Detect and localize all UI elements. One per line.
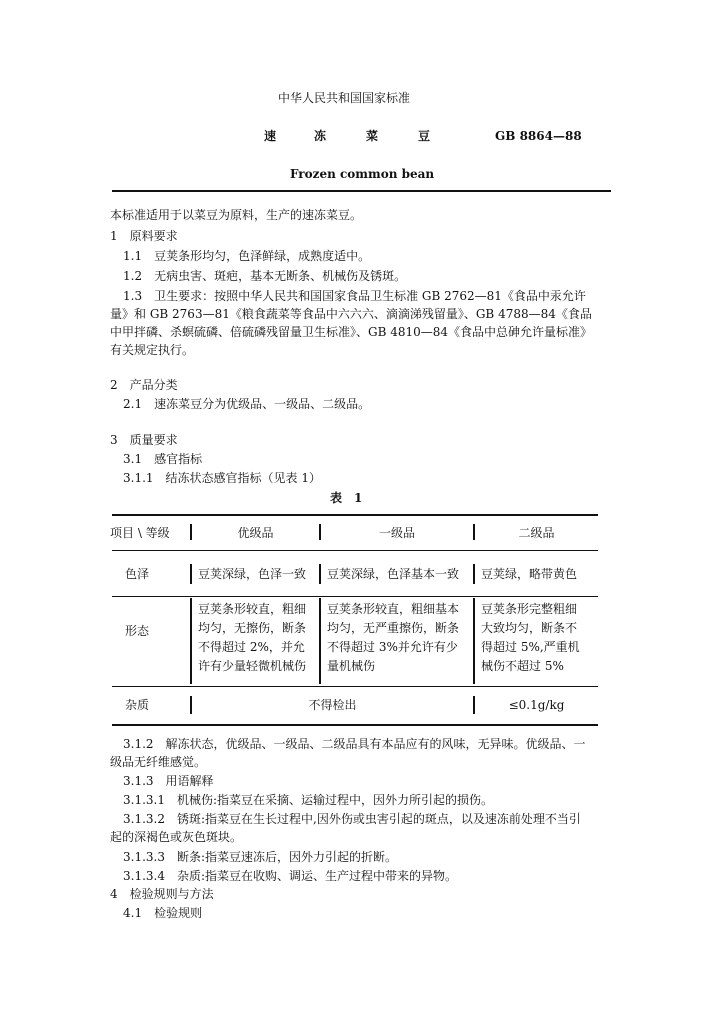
clause-1-3-line-4: 有关规定执行。	[110, 343, 195, 357]
header-premium: 优级品	[237, 526, 274, 540]
section-4-heading: 4 检验规则与方法	[110, 887, 214, 901]
shape-first-grade-line: 量机械伤	[327, 659, 376, 673]
shape-first-grade-line: 均匀，无严重擦伤，断条	[327, 621, 460, 635]
title-char-3: 菜	[366, 129, 379, 143]
impurity-not-detected: 不得检出	[308, 698, 357, 712]
shape-second-grade-line: 械伤不超过 5%	[481, 659, 564, 673]
color-premium: 豆荚深绿，色泽一致	[198, 567, 307, 581]
clause-1-2: 1.2 无病虫害、斑疤，基本无断条、机械伤及锈斑。	[123, 269, 407, 283]
clause-3-1-3-1: 3.1.3.1 机械伤:指菜豆在采摘、运输过程中，因外力所引起的损伤。	[123, 793, 494, 807]
clause-1-3-line-2: 量》和 GB 2763—81《粮食蔬菜等食品中六六六、滴滴涕残留量》、GB 4788—84《食品	[110, 307, 592, 321]
section-2-heading: 2 产品分类	[110, 378, 178, 392]
clause-3-1-3: 3.1.3 用语解释	[123, 774, 214, 788]
impurity-second-grade: ≤0.1g/kg	[508, 698, 565, 712]
row-label-shape: 形态	[124, 624, 149, 638]
clause-3-1-2-line-2: 级品无纤维感觉。	[110, 755, 207, 769]
title-char-2: 冻	[314, 129, 327, 143]
table-title: 表 1	[330, 491, 363, 505]
column-divider	[190, 564, 192, 584]
clause-1-1: 1.1 豆荚条形均匀，色泽鲜绿，成熟度适中。	[123, 249, 371, 263]
table-top-rule	[112, 514, 598, 516]
column-divider	[319, 598, 321, 684]
standard-code: GB 8864—88	[495, 129, 582, 143]
section-3-heading: 3 质量要求	[110, 433, 178, 447]
header-first-grade: 一级品	[378, 526, 415, 540]
clause-3-1-3-2-line-1: 3.1.3.2 锈斑:指菜豆在生长过程中,因外伤或虫害引起的斑点，以及速冻前处理不当引	[123, 812, 581, 826]
column-divider	[319, 564, 321, 584]
title-char-1: 速	[264, 129, 277, 143]
shape-premium-line: 豆荚条形较直，粗细	[198, 602, 307, 616]
table-row-rule	[112, 686, 598, 687]
column-divider	[473, 564, 475, 584]
shape-first-grade-line: 豆荚条形较直，粗细基本	[327, 602, 460, 616]
row-label-color: 色泽	[124, 567, 149, 581]
clause-1-3-line-3: 中甲拌磷、杀螟硫磷、倍硫磷残留量卫生标准》、GB 4810—84《食品中总砷允许量标准》	[110, 325, 593, 339]
section-1-heading: 1 原料要求	[110, 229, 178, 243]
header-second-grade: 二级品	[518, 526, 555, 540]
table-row-rule	[112, 550, 598, 551]
scope-paragraph: 本标准适用于以菜豆为原料，生产的速冻菜豆。	[110, 208, 363, 222]
clause-3-1-3-3: 3.1.3.3 断条:指菜豆速冻后，因外力引起的折断。	[123, 850, 398, 864]
shape-second-grade-line: 大致均匀，断条不	[481, 621, 578, 635]
header-item-grade: 项目 \ 等级	[110, 526, 170, 540]
clause-3-1: 3.1 感官指标	[123, 452, 203, 466]
title-char-4: 豆	[418, 129, 431, 143]
table-bottom-rule	[112, 724, 598, 726]
shape-second-grade-line: 豆荚条形完整粗细	[481, 602, 578, 616]
clause-3-1-2-line-1: 3.1.2 解冻状态，优级品、一级品、二级品具有本品应有的风味，无异味。优级品、一	[123, 737, 586, 751]
shape-premium-line: 许有少量轻微机械伤	[198, 659, 307, 673]
table-row-rule	[112, 596, 598, 597]
color-first-grade: 豆荚深绿，色泽基本一致	[327, 567, 460, 581]
standard-org: 中华人民共和国国家标准	[278, 91, 411, 105]
shape-premium-line: 均匀，无擦伤，断条	[198, 621, 307, 635]
column-divider	[473, 598, 475, 684]
clause-1-3-line-1: 1.3 卫生要求：按照中华人民共和国国家食品卫生标准 GB 2762—81《食品中汞允许	[123, 289, 586, 303]
shape-second-grade-line: 得超过 5%,严重机	[481, 640, 580, 654]
english-title: Frozen common bean	[290, 167, 435, 181]
clause-3-1-1: 3.1.1 结冻状态感官指标（见表 1）	[123, 471, 321, 485]
shape-first-grade-line: 不得超过 3%并允许有少	[327, 640, 458, 654]
shape-premium-line: 不得超过 2%，并允	[198, 640, 305, 654]
clause-2-1: 2.1 速冻菜豆分为优级品、一级品、二级品。	[123, 397, 371, 411]
clause-4-1: 4.1 检验规则	[123, 906, 203, 920]
row-label-impurity: 杂质	[124, 698, 149, 712]
header-rule	[112, 190, 611, 192]
clause-3-1-3-4: 3.1.3.4 杂质:指菜豆在收购、调运、生产过程中带来的异物。	[123, 869, 458, 883]
color-second-grade: 豆荚绿，略带黄色	[481, 567, 578, 581]
column-divider	[190, 598, 192, 684]
clause-3-1-3-2-line-2: 起的深褐色或灰色斑块。	[110, 830, 243, 844]
